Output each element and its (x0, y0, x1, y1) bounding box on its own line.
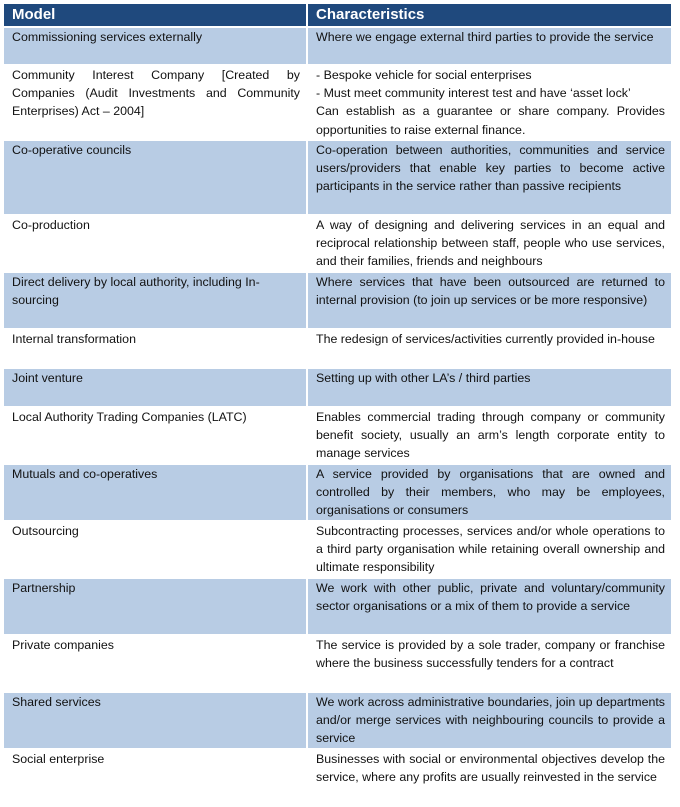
models-table (4, 4, 671, 807)
table-row (4, 273, 671, 330)
characteristics-cell: Co-operation between authorities, communities and service users/providers that enable key parties to become active participants in the service rather than passive recipients (316, 143, 665, 194)
table-row (4, 579, 671, 636)
model-cell: Co-production (4, 216, 308, 271)
model-cell: Private companies (4, 636, 308, 691)
table-row (4, 330, 671, 369)
table-row (4, 522, 671, 579)
model-cell: Outsourcing (4, 522, 308, 577)
table-row (4, 28, 671, 66)
table-row (4, 141, 671, 216)
model-cell: Mutuals and co-operatives (4, 465, 308, 520)
table-row (4, 408, 671, 465)
model-cell: Commissioning services externally (4, 28, 308, 64)
characteristics-cell: Enables commercial trading through company or community benefit society, usually an arm’s length corporate entity to manage services (316, 410, 665, 461)
header-characteristics: Characteristics (316, 6, 425, 23)
characteristics-cell: The redesign of services/activities currently provided in-house (316, 332, 655, 346)
characteristics-cell: A way of designing and delivering services in an equal and reciprocal relationship between staff, people who use services, and their families, friends and neighbours (316, 218, 665, 269)
characteristics-cell: We work across administrative boundaries, join up departments and/or merge services with neighbouring councils to provide a service (316, 695, 665, 746)
model-cell: Partnership (4, 579, 308, 634)
bullet-line: - Bespoke vehicle for social enterprises (316, 68, 532, 82)
model-cell: Shared services (4, 693, 308, 748)
description-line: Can establish as a guarantee or share company. Provides opportunities to raise external finance. (316, 104, 665, 137)
table-row (4, 636, 671, 693)
header-model: Model (4, 4, 308, 26)
model-cell: Social enterprise (4, 750, 308, 805)
table-row (4, 369, 671, 408)
model-cell: Direct delivery by local authority, including In-sourcing (4, 273, 308, 328)
characteristics-cell (308, 66, 671, 139)
table-row (4, 693, 671, 750)
model-cell: Internal transformation (4, 330, 308, 367)
table-row (4, 750, 671, 807)
characteristics-cell: Where we engage external third parties to provide the service (316, 30, 654, 44)
table-header (4, 4, 671, 28)
model-cell: Co-operative councils (4, 141, 308, 214)
table-row (4, 66, 671, 141)
characteristics-cell: Where services that have been outsourced are returned to internal provision (to join up services or be more responsive) (316, 275, 665, 308)
model-cell: Community Interest Company [Created by Companies (Audit Investments and Community Enterprises) Act – 2004] (4, 66, 308, 139)
model-cell: Joint venture (4, 369, 308, 406)
characteristics-cell: Setting up with other LA’s / third parties (316, 371, 531, 385)
characteristics-cell: The service is provided by a sole trader, company or franchise where the business successfully tenders for a contract (316, 638, 665, 671)
characteristics-cell: Businesses with social or environmental objectives develop the service, where any profits are usually reinvested in the service (316, 752, 665, 785)
table-row (4, 216, 671, 273)
bullet-line: - Must meet community interest test and have ‘asset lock’ (316, 86, 631, 101)
table-row (4, 465, 671, 522)
characteristics-cell: Subcontracting processes, services and/or whole operations to a third party organisation while retaining overall ownership and ultimate responsibility (316, 524, 665, 575)
characteristics-cell: A service provided by organisations that are owned and controlled by their members, who may be employees, organisations or consumers (316, 467, 665, 518)
characteristics-cell: We work with other public, private and voluntary/community sector organisations or a mix of them to provide a service (316, 581, 665, 614)
model-cell: Local Authority Trading Companies (LATC) (4, 408, 308, 463)
